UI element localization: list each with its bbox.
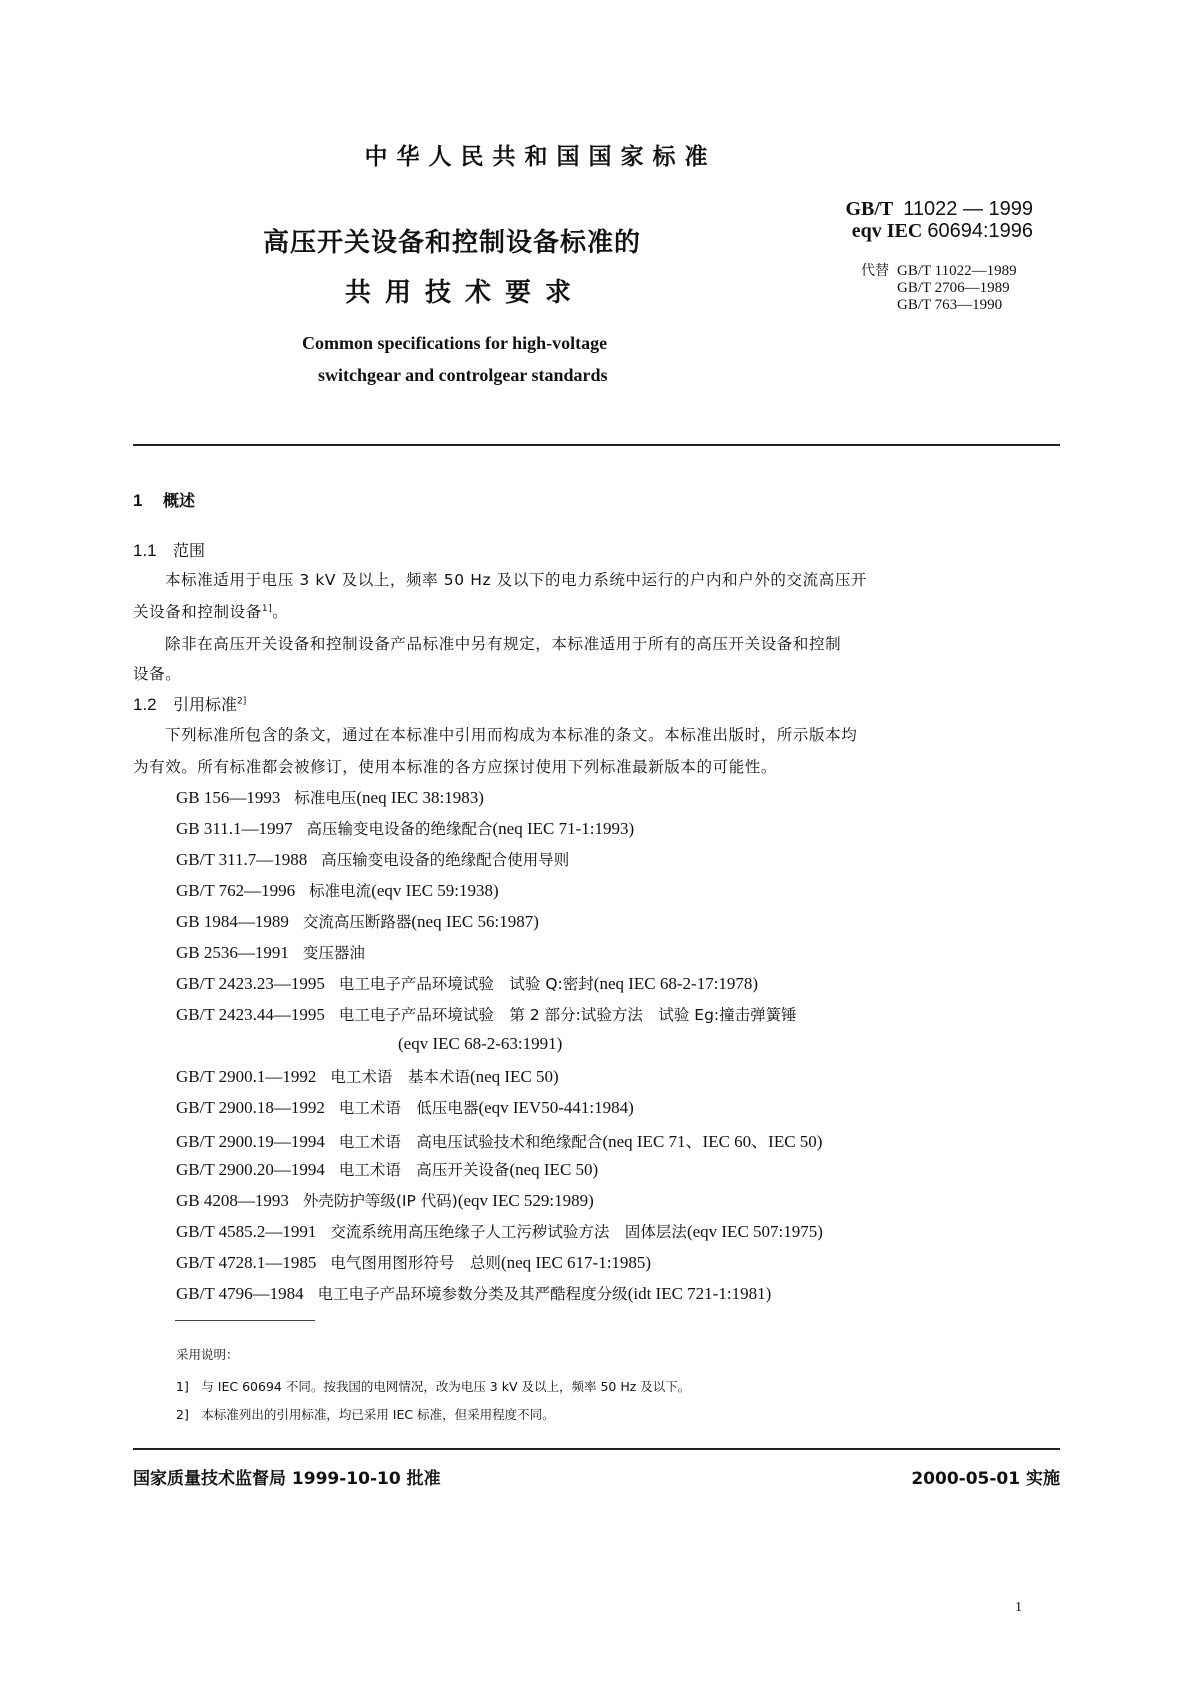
references-intro-b: 为有效。所有标准都会被修订，使用本标准的各方应探讨使用下列标准最新版本的可能性。	[133, 758, 778, 776]
std-prefix: GB/T	[845, 198, 894, 220]
replaces-label: 代替	[861, 263, 889, 279]
section-1-heading: 1 概述	[133, 491, 196, 510]
reference-item: GB/T 2423.44—1995 电工电子产品环境试验 第 2 部分:试验方法 试验 Eg:撞击弹簧锤	[176, 1005, 797, 1024]
replaced-std: GB/T 11022—1989	[897, 263, 1017, 279]
reference-item: GB 1984—1989 交流高压断路器(neq IEC 56:1987)	[176, 912, 539, 931]
reference-item: GB 4208—1993 外壳防护等级(IP 代码)(eqv IEC 529:1989)	[176, 1191, 594, 1210]
section-1-2-heading: 1.2 引用标准$^{2]}$	[133, 695, 247, 714]
reference-item: GB/T 2423.23—1995 电工电子产品环境试验 试验 Q:密封(neq IEC 68-2-17:1978)	[176, 974, 759, 993]
reference-item: GB/T 762—1996 标准电流(eqv IEC 59:1938)	[176, 881, 499, 900]
scope-paragraph-2b: 设备。	[133, 665, 182, 683]
footnote-ref: 1]	[261, 603, 273, 614]
footer-divider	[133, 1448, 1060, 1450]
reference-item: GB/T 4585.2—1991 交流系统用高压绝缘子人工污秽试验方法 固体层法(eqv IEC 507:1975)	[176, 1222, 823, 1241]
reference-item: GB/T 311.7—1988 高压输变电设备的绝缘配合使用导则	[176, 850, 570, 869]
reference-item: GB/T 2900.1—1992 电工术语 基本术语(neq IEC 50)	[176, 1067, 559, 1086]
eqv-prefix: eqv IEC	[851, 220, 923, 242]
replaced-std: GB/T 2706—1989	[897, 280, 1010, 296]
scope-paragraph-2a: 除非在高压开关设备和控制设备产品标准中另有规定，本标准适用于所有的高压开关设备和控制	[165, 635, 842, 653]
page-number: 1	[1015, 1600, 1022, 1615]
scope-paragraph-1b: 关设备和控制设备$^{1]}$。	[133, 603, 289, 621]
title-en-line2: switchgear and controlgear standards	[318, 365, 608, 385]
standard-number-block	[845, 198, 1033, 242]
reference-item: GB/T 4796—1984 电工电子产品环境参数分类及其严酷程度分级(idt IEC 721-1:1981)	[176, 1284, 772, 1303]
national-standard-heading: 中华人民共和国国家标准	[364, 144, 717, 170]
scope-paragraph-1a: 本标准适用于电压 3 kV 及以上，频率 50 Hz 及以下的电力系统中运行的户内和户外的交流高压开	[165, 571, 868, 589]
implementation-date: 2000-05-01 实施	[911, 1469, 1060, 1489]
eqv-number: 60694:1996	[927, 220, 1033, 242]
section-1-1-heading: 1.1 范围	[133, 541, 206, 560]
references-intro-a: 下列标准所包含的条文，通过在本标准中引用而构成为本标准的条文。本标准出版时，所示版本均	[165, 726, 858, 744]
title-cn-line1: 高压开关设备和控制设备标准的	[263, 228, 642, 258]
footnote-divider	[175, 1320, 315, 1321]
title-cn-line2: 共用技术要求	[345, 278, 586, 308]
replaced-std: GB/T 763—1990	[897, 297, 1003, 313]
reference-item: GB/T 2900.18—1992 电工术语 低压电器(eqv IEV50-441:1984)	[176, 1098, 634, 1117]
approval-date: 国家质量技术监督局 1999-10-10 批准	[133, 1469, 441, 1489]
footnote-item: 2] 本标准列出的引用标准，均已采用 IEC 标准，但采用程度不同。	[176, 1407, 555, 1422]
footnote-ref: 2]	[237, 696, 247, 707]
reference-item-continuation: (eqv IEC 68-2-63:1991)	[398, 1034, 563, 1053]
std-number: 11022 — 1999	[903, 198, 1033, 220]
reference-item: GB/T 2900.20—1994 电工术语 高压开关设备(neq IEC 50)	[176, 1160, 599, 1179]
reference-item: GB/T 4728.1—1985 电气图用图形符号 总则(neq IEC 617-1:1985)	[176, 1253, 652, 1272]
reference-item: GB 156—1993 标准电压(neq IEC 38:1983)	[176, 788, 484, 807]
reference-item: GB 311.1—1997 高压输变电设备的绝缘配合(neq IEC 71-1:1993)	[176, 819, 635, 838]
footnote-heading: 采用说明：	[176, 1347, 239, 1362]
replaces-block	[861, 263, 1017, 314]
reference-item: GB 2536—1991 变压器油	[176, 943, 365, 962]
title-en-line1: Common specifications for high-voltage	[302, 333, 608, 353]
footnote-item: 1] 与 IEC 60694 不同。按我国的电网情况，改为电压 3 kV 及以上，频率 50 Hz 及以下。	[176, 1379, 691, 1394]
reference-item: GB/T 2900.19—1994 电工术语 高电压试验技术和绝缘配合(neq IEC 71、IEC 60、IEC 50)	[176, 1132, 823, 1151]
header-divider	[133, 444, 1060, 446]
